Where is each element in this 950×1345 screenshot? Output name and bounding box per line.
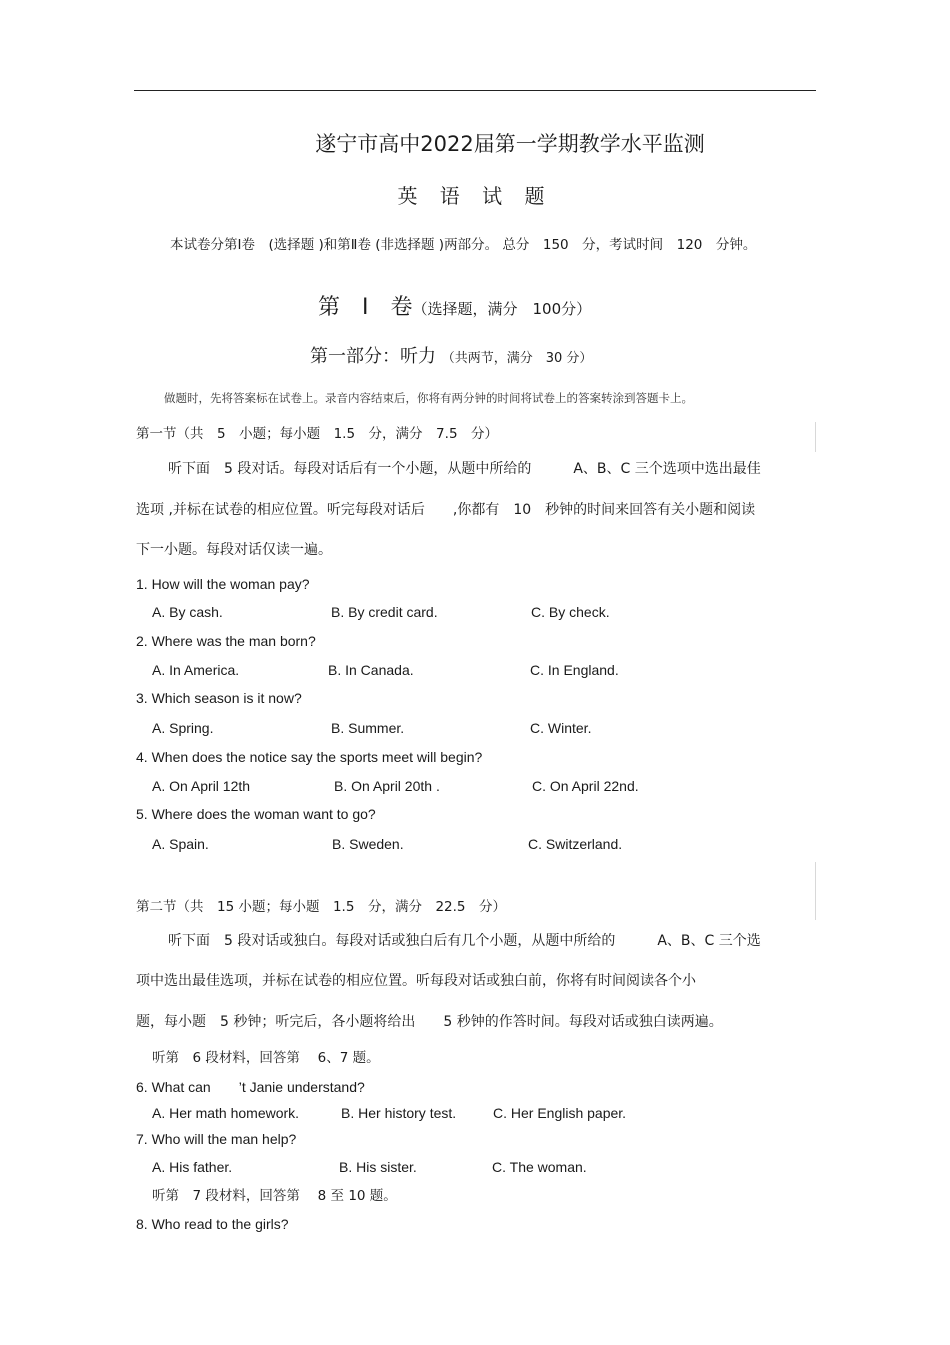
- option-b: B. By credit card.: [331, 604, 438, 620]
- option-c: C. By check.: [531, 604, 610, 620]
- option-b: B. In Canada.: [328, 662, 414, 678]
- section-instruction-line: 听下面 5 段对话。每段对话后有一个小题，从题中所给的 A、B、C 三个选项中选出最佳: [168, 461, 761, 477]
- material-instruction: 听第 6 段材料，回答第 6、7 题。: [152, 1050, 380, 1066]
- top-rule: [134, 90, 816, 91]
- question-text: 8. Who read to the girls?: [136, 1216, 289, 1232]
- section-heading: 第一节（共 5 小题；每小题 1.5 分，满分 7.5 分）: [136, 426, 499, 442]
- part-label: 第一部分：听力: [310, 346, 436, 367]
- exam-intro: 本试卷分第Ⅰ卷 (选择题 )和第Ⅱ卷 (非选择题 )两部分。 总分 150 分，考试时间 120 分钟。: [170, 237, 757, 253]
- section-instruction-line: 下一小题。每段对话仅读一遍。: [136, 542, 332, 558]
- question-text: 3. Which season is it now?: [136, 690, 302, 706]
- part-instruction: 做题时，先将答案标在试卷上。录音内容结束后，你将有两分钟的时间将试卷上的答案转涂到答题卡上。: [164, 391, 693, 405]
- part-heading: [310, 342, 592, 368]
- option-b: B. Summer.: [331, 720, 405, 736]
- option-a: A. In America.: [152, 662, 240, 678]
- margin-line: [815, 422, 816, 452]
- option-b: B. On April 20th .: [334, 778, 440, 794]
- question-text: 5. Where does the woman want to go?: [136, 806, 376, 822]
- option-a: A. Her math homework.: [152, 1105, 300, 1121]
- section-instruction-line: 听下面 5 段对话或独白。每段对话或独白后有几个小题，从题中所给的 A、B、C 三个选: [168, 933, 761, 949]
- section-instruction-line: 选项 ,并标在试卷的相应位置。听完每段对话后 ,你都有 10 秒钟的时间来回答有关小题和阅读: [136, 502, 756, 518]
- option-a: A. His father.: [152, 1159, 233, 1175]
- question-text: 2. Where was the man born?: [136, 633, 316, 649]
- option-a: A. On April 12th: [152, 778, 251, 794]
- material-instruction: 听第 7 段材料，回答第 8 至 10 题。: [152, 1188, 397, 1204]
- volume-heading: [318, 290, 591, 321]
- option-b: B. Her history test.: [341, 1105, 457, 1121]
- option-c: C. In England.: [530, 662, 619, 678]
- option-c: C. Switzerland.: [528, 836, 623, 852]
- volume-note: （选择题，满分 100分）: [412, 300, 592, 318]
- volume-label: 第 Ⅰ 卷: [318, 295, 413, 320]
- part-note: （共两节，满分 30 分）: [441, 351, 593, 366]
- question-text: 1. How will the woman pay?: [136, 576, 310, 592]
- exam-title: 遂宁市高中2022届第一学期教学水平监测: [315, 132, 705, 156]
- section-instruction-line: 项中选出最佳选项，并标在试卷的相应位置。听每段对话或独白前，你将有时间阅读各个小: [136, 973, 696, 989]
- option-c: C. Her English paper.: [493, 1105, 627, 1121]
- section-instruction-line: 题，每小题 5 秒钟；听完后，各小题将给出 5 秒钟的作答时间。每段对话或独白读两遍。: [136, 1014, 723, 1030]
- question-text: 7. Who will the man help?: [136, 1131, 297, 1147]
- option-a: A. Spain.: [152, 836, 209, 852]
- question-text: 4. When does the notice say the sports meet will begin?: [136, 749, 483, 765]
- section-heading: 第二节（共 15 小题；每小题 1.5 分，满分 22.5 分）: [136, 899, 506, 915]
- option-b: B. Sweden.: [332, 836, 404, 852]
- option-a: A. Spring.: [152, 720, 214, 736]
- option-a: A. By cash.: [152, 604, 223, 620]
- option-c: C. The woman.: [492, 1159, 587, 1175]
- exam-subtitle: 英 语 试 题: [397, 184, 553, 208]
- option-b: B. His sister.: [339, 1159, 417, 1175]
- margin-line: [815, 862, 816, 920]
- option-c: C. On April 22nd.: [532, 778, 639, 794]
- question-text: 6. What can ’t Janie understand?: [136, 1079, 365, 1095]
- option-c: C. Winter.: [530, 720, 592, 736]
